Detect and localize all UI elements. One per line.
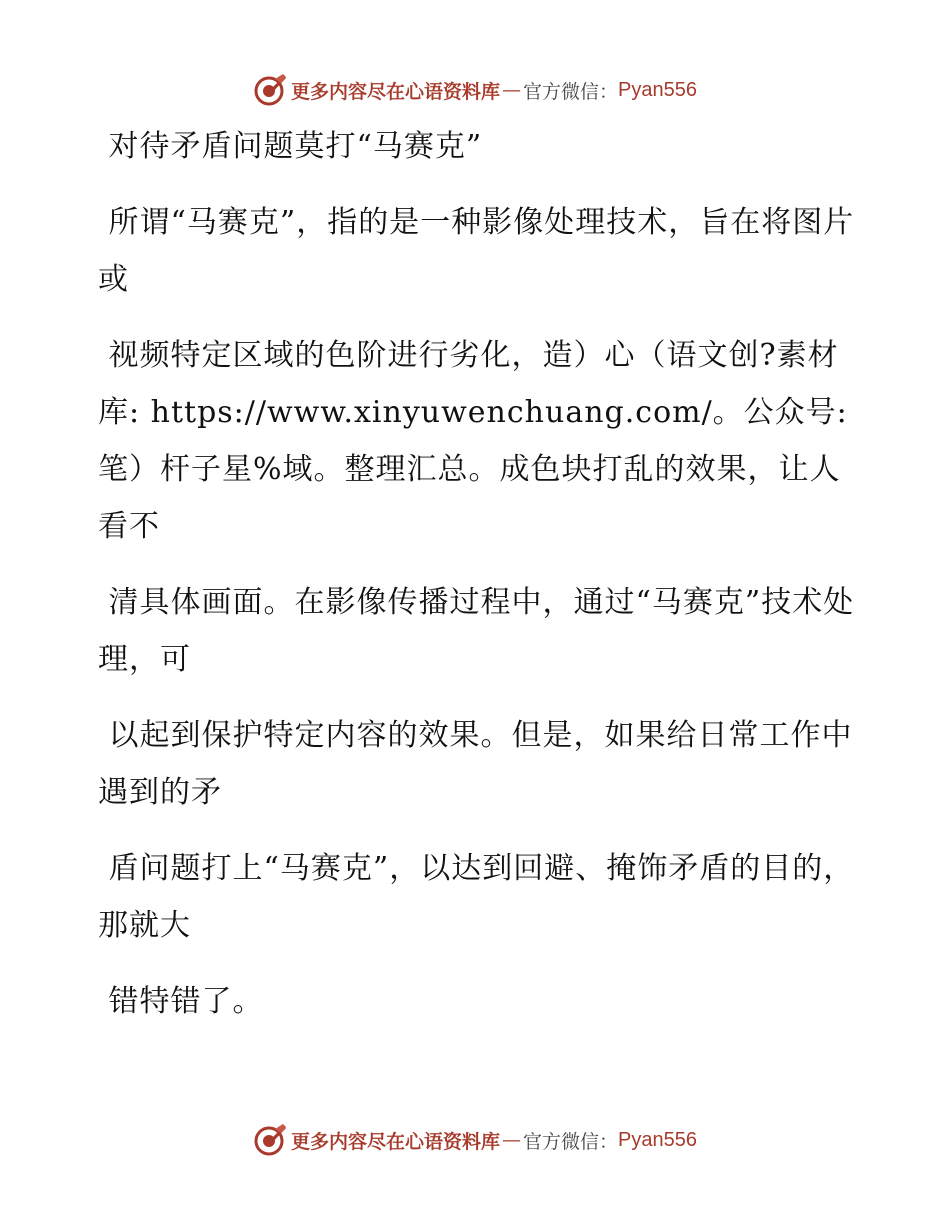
paragraph: 视频特定区域的色阶进行劣化，造）心（语文创?素材库: https://www.xinyuwenchuang.com/。公众号: 笔）杆子星%域。整理汇总。成色块打乱的效果，让人看不 (98, 338, 859, 544)
header-dash: — (502, 79, 522, 101)
footer-dash: — (502, 1129, 522, 1151)
header-banner (0, 72, 950, 108)
paragraph: 错特错了。 (98, 984, 264, 1019)
header-banner-text: 更多内容尽在心语资料库 (291, 80, 501, 103)
paragraph: 以起到保护特定内容的效果。但是，如果给日常工作中遇到的矛 (98, 718, 853, 810)
quill-logo-icon (253, 1123, 287, 1157)
quill-logo-icon (253, 73, 287, 107)
footer-banner-text: 更多内容尽在心语资料库 (291, 1130, 501, 1153)
footer-wechat-handle: Pyan556 (618, 1128, 697, 1151)
footer-wechat-label: 官方微信： (523, 1130, 619, 1153)
document-body (98, 118, 858, 1049)
footer-banner (0, 1122, 950, 1158)
paragraph: 所谓“马赛克”，指的是一种影像处理技术，旨在将图片或 (98, 205, 855, 297)
header-wechat-label: 官方微信： (523, 80, 619, 103)
paragraph: 清具体画面。在影像传播过程中，通过“马赛克”技术处理，可 (98, 585, 855, 677)
document-title: 对待矛盾问题莫打“马赛克” (98, 129, 483, 164)
header-wechat-handle: Pyan556 (618, 78, 697, 101)
paragraph: 盾问题打上“马赛克”，以达到回避、掩饰矛盾的目的，那就大 (98, 851, 855, 943)
